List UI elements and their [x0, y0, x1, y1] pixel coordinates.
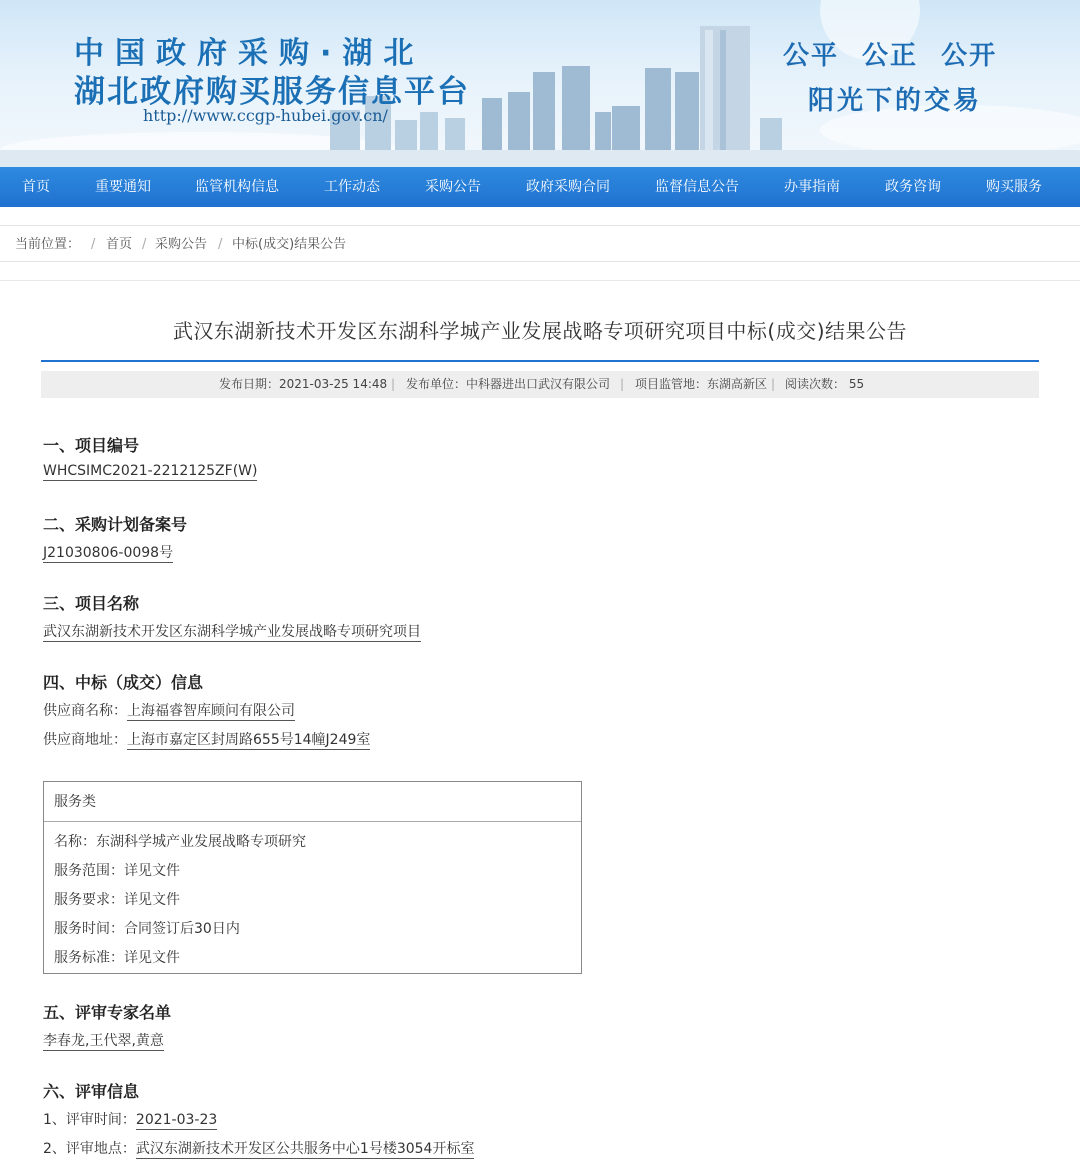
- meta-separator: |: [620, 377, 625, 391]
- breadcrumb-announcements[interactable]: 采购公告: [155, 237, 208, 252]
- service-standard: 服务标准：详见文件: [54, 950, 180, 966]
- section-project-name-heading: 三、项目名称: [43, 594, 140, 613]
- breadcrumb-home[interactable]: 首页: [106, 237, 133, 252]
- experts-row: [43, 1030, 164, 1050]
- supplier-name-label: 供应商名称：: [43, 703, 127, 719]
- supplier-address-label: 供应商地址：: [43, 732, 127, 748]
- nav-supervision-info[interactable]: 监督信息公告: [655, 179, 739, 195]
- service-time: 服务时间：合同签订后30日内: [54, 921, 240, 937]
- supplier-address: 上海市嘉定区封周路655号14幢J249室: [127, 732, 371, 748]
- review-time-row: [43, 1109, 217, 1129]
- nav-procurement-contracts[interactable]: 政府采购合同: [526, 179, 610, 195]
- meta-separator: |: [391, 377, 396, 391]
- breadcrumb-separator: /: [218, 237, 223, 252]
- article-title: 武汉东湖新技术开发区东湖科学城产业发展战略专项研究项目中标(成交)结果公告: [172, 319, 908, 343]
- service-requirements: 服务要求：详见文件: [54, 892, 180, 908]
- nav-work-news[interactable]: 工作动态: [324, 179, 380, 195]
- nav-home[interactable]: 首页: [22, 179, 50, 195]
- breadcrumb-result-announcements[interactable]: 中标(成交)结果公告: [232, 237, 347, 252]
- publish-date: 发布日期：2021-03-25 14:48: [219, 377, 388, 391]
- section-plan-number-heading: 二、采购计划备案号: [43, 515, 188, 534]
- project-name: 武汉东湖新技术开发区东湖科学城产业发展战略专项研究项目: [43, 624, 421, 640]
- supplier-name: 上海福睿智库顾问有限公司: [127, 703, 295, 719]
- plan-number: J21030806-0098号: [43, 545, 174, 561]
- supplier-name-row: [43, 700, 295, 720]
- publisher: 发布单位：中科器进出口武汉有限公司: [406, 377, 611, 391]
- service-table-heading: 服务类: [44, 782, 581, 822]
- section-award-info-heading: 四、中标（成交）信息: [43, 673, 204, 692]
- service-info-table: [43, 781, 582, 974]
- plan-number-row: [43, 542, 173, 562]
- nav-procurement-announcements[interactable]: 采购公告: [425, 179, 481, 195]
- supplier-address-row: [43, 729, 370, 749]
- main-nav: [0, 167, 1080, 207]
- nav-supervisory-agencies[interactable]: 监管机构信息: [195, 179, 279, 195]
- service-name: 名称：东湖科学城产业发展战略专项研究: [54, 834, 306, 850]
- site-url: http://www.ccgp-hubei.gov.cn/: [143, 106, 388, 125]
- site-title-line1: 中国政府采购·湖北: [74, 36, 425, 71]
- breadcrumb: [0, 225, 1080, 262]
- review-time: 2021-03-23: [135, 1112, 218, 1128]
- breadcrumb-separator: /: [91, 237, 96, 252]
- section-experts-heading: 五、评审专家名单: [43, 1003, 172, 1022]
- review-place-label: 2、评审地点：: [43, 1141, 136, 1157]
- nav-consultation[interactable]: 政务咨询: [885, 179, 941, 195]
- nav-notices[interactable]: 重要通知: [95, 179, 151, 195]
- project-number: WHCSIMC2021-2212125ZF(W): [43, 463, 258, 479]
- nav-purchase-services[interactable]: 购买服务: [986, 179, 1042, 195]
- breadcrumb-label: 当前位置：: [15, 237, 81, 252]
- slogan-line2: 阳光下的交易: [808, 86, 983, 116]
- article-meta: [41, 371, 1039, 398]
- review-time-label: 1、评审时间：: [43, 1112, 136, 1128]
- project-name-row: [43, 621, 421, 641]
- project-number-row: [43, 463, 257, 479]
- section-project-number-heading: 一、项目编号: [43, 436, 140, 455]
- slogan-line1: 公平 公正 公开: [783, 41, 998, 71]
- review-place-row: [43, 1138, 474, 1158]
- service-scope: 服务范围：详见文件: [54, 863, 180, 879]
- header-banner: [0, 0, 1080, 167]
- nav-guide[interactable]: 办事指南: [784, 179, 840, 195]
- breadcrumb-separator: /: [142, 237, 147, 252]
- review-place: 武汉东湖新技术开发区公共服务中心1号楼3054开标室: [135, 1141, 475, 1157]
- site-title-line2: 湖北政府购买服务信息平台: [74, 74, 470, 110]
- title-divider: [41, 360, 1039, 362]
- view-count: 阅读次数： 55: [785, 377, 865, 391]
- expert-list: 李春龙,王代翠,黄意: [43, 1033, 164, 1049]
- section-review-info-heading: 六、评审信息: [43, 1082, 140, 1101]
- supervision-area: 项目监管地：东湖高新区: [635, 377, 768, 391]
- meta-separator: |: [771, 377, 776, 391]
